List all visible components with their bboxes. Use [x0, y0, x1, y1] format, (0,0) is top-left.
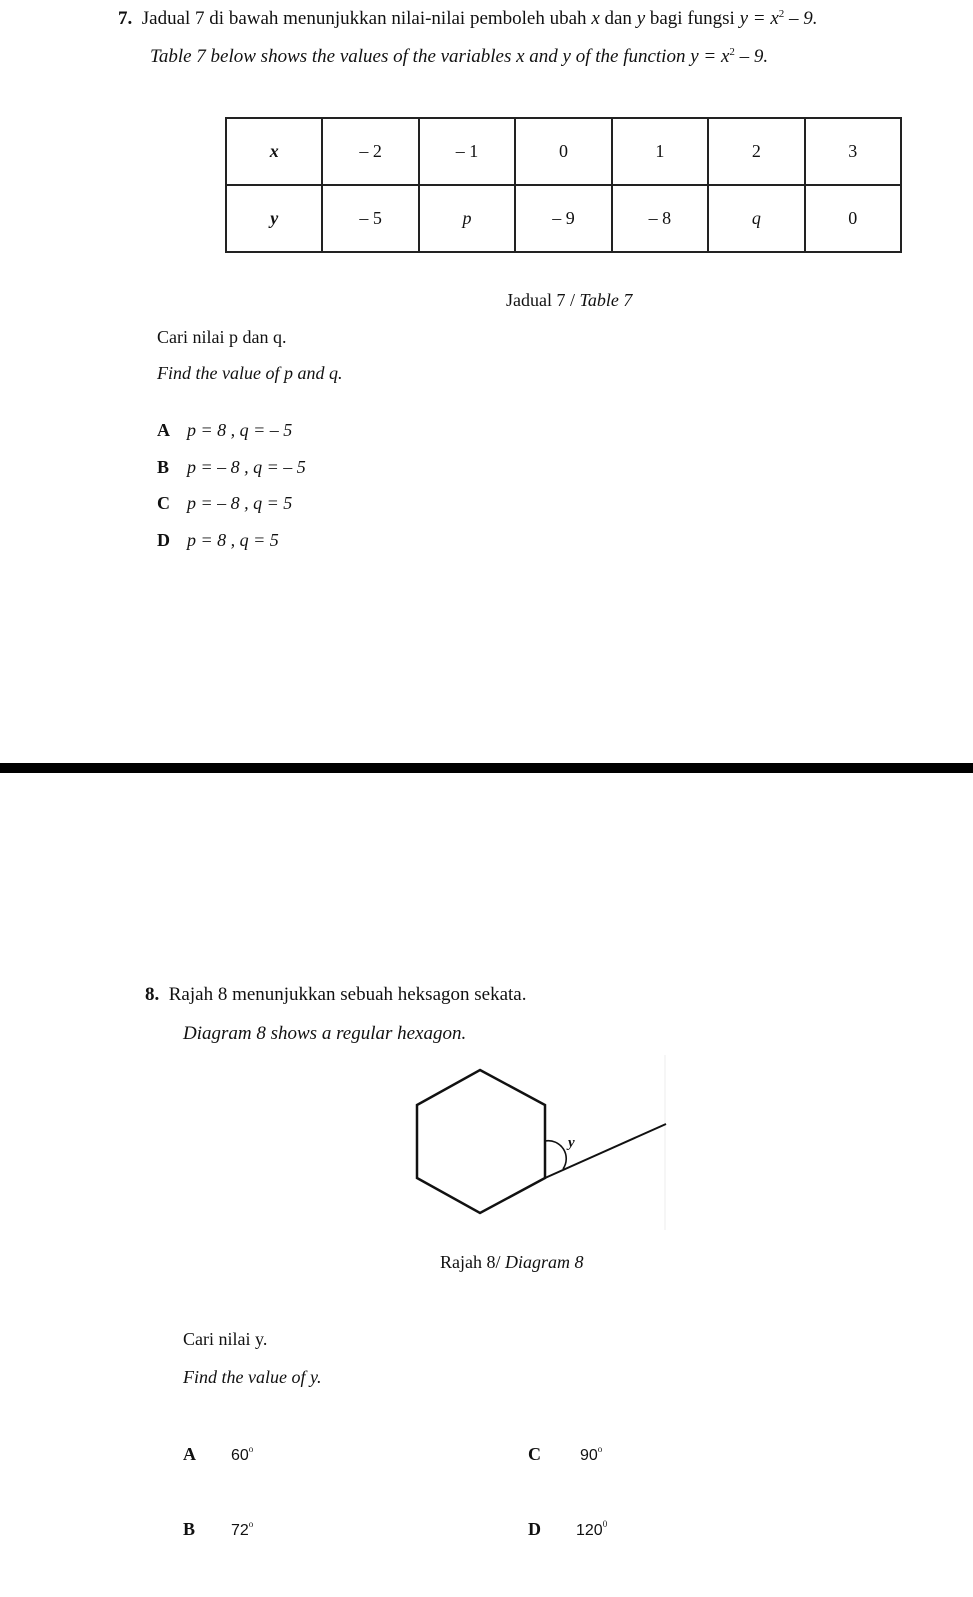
diagram-caption-ms: Rajah 8/ [440, 1252, 501, 1272]
table-caption-en: Table 7 [579, 290, 633, 310]
option-value: 72 [231, 1522, 249, 1539]
q7-title-ms-y: y [636, 8, 646, 29]
q8-title-en: Diagram 8 shows a regular hexagon. [183, 1023, 467, 1044]
table-cell: 3 [805, 118, 901, 185]
q7-number: 7. [118, 8, 133, 29]
table-cell: – 9 [515, 185, 611, 252]
table-cell: – 1 [419, 118, 515, 185]
q7-title-ms [118, 8, 818, 30]
q7-title-ms-prefix: Jadual 7 di bawah menunjukkan nilai-nilai pemboleh ubah [141, 8, 587, 29]
hexagon-shape [417, 1070, 545, 1213]
q7-title-ms-suffix: bagi fungsi [649, 8, 735, 29]
diagram-caption-en: Diagram 8 [505, 1252, 584, 1272]
q8-option-d[interactable] [528, 1519, 607, 1540]
table-cell: 0 [515, 118, 611, 185]
q7-function-en: $y = x^2 - 9$. [690, 46, 769, 67]
table-row-x [226, 118, 901, 185]
values-table [225, 117, 902, 253]
q8-option-a[interactable] [183, 1444, 253, 1465]
table-cell: – 8 [612, 185, 708, 252]
q7-title-en [150, 46, 768, 68]
table-cell: – 5 [322, 185, 418, 252]
angle-arc [545, 1141, 566, 1169]
option-value: 120 [576, 1522, 603, 1539]
option-letter: B [157, 457, 170, 477]
option-text: p = – 8 , q = 5 [187, 493, 293, 513]
degree-symbol: o [248, 1519, 254, 1529]
q8-instruction-ms: Cari nilai y. [183, 1329, 268, 1349]
degree-symbol: o [248, 1444, 254, 1454]
q7-option-c[interactable] [157, 493, 292, 514]
q7-instruction-ms: Cari nilai p dan q. [157, 327, 287, 347]
hexagon-diagram [400, 1055, 690, 1235]
option-letter: B [183, 1519, 196, 1539]
q7-title-ms-x: x [591, 8, 600, 29]
q7-instruction-en: Find the value of p and q. [157, 363, 343, 383]
option-letter: D [528, 1519, 541, 1539]
table-cell: 2 [708, 118, 804, 185]
option-letter: C [157, 493, 170, 513]
q8-number: 8. [145, 984, 160, 1005]
q8-option-b[interactable] [183, 1519, 253, 1540]
table-caption [506, 290, 632, 311]
angle-label-y: y [568, 1135, 575, 1151]
table-header-x: x [226, 118, 322, 185]
q7-option-d[interactable] [157, 530, 279, 551]
option-letter: C [528, 1444, 541, 1464]
option-value: 90 [580, 1447, 598, 1464]
degree-symbol: o [597, 1444, 603, 1454]
table-caption-ms: Jadual 7 / [506, 290, 575, 310]
table-cell-q: q [708, 185, 804, 252]
table-cell: 0 [805, 185, 901, 252]
q8-title-ms-text: Rajah 8 menunjukkan sebuah heksagon sekata. [168, 984, 527, 1005]
option-letter: A [157, 420, 170, 440]
table-cell: 1 [612, 118, 708, 185]
q7-option-a[interactable] [157, 420, 292, 441]
q7-function: $y = x^2 - 9$. [739, 8, 818, 29]
option-letter: D [157, 530, 170, 550]
q7-title-ms-dan: dan [604, 8, 632, 29]
table-cell: – 2 [322, 118, 418, 185]
option-value: 60 [231, 1447, 249, 1464]
q8-instruction-en: Find the value of y. [183, 1367, 322, 1387]
q8-title-ms [145, 984, 526, 1006]
option-text: p = 8 , q = 5 [187, 530, 279, 550]
table-row-y [226, 185, 901, 252]
option-text: p = 8 , q = – 5 [187, 420, 293, 440]
q8-option-c[interactable] [528, 1444, 602, 1465]
table-header-y: y [226, 185, 322, 252]
q7-option-b[interactable] [157, 457, 306, 478]
table-cell-p: p [419, 185, 515, 252]
page-divider [0, 763, 973, 773]
q7-title-en-text: Table 7 below shows the values of the variables x and y of the function [150, 46, 686, 67]
extended-line [545, 1124, 666, 1178]
degree-symbol: 0 [602, 1519, 608, 1529]
option-text: p = – 8 , q = – 5 [187, 457, 306, 477]
option-letter: A [183, 1444, 196, 1464]
diagram-caption [440, 1252, 584, 1273]
